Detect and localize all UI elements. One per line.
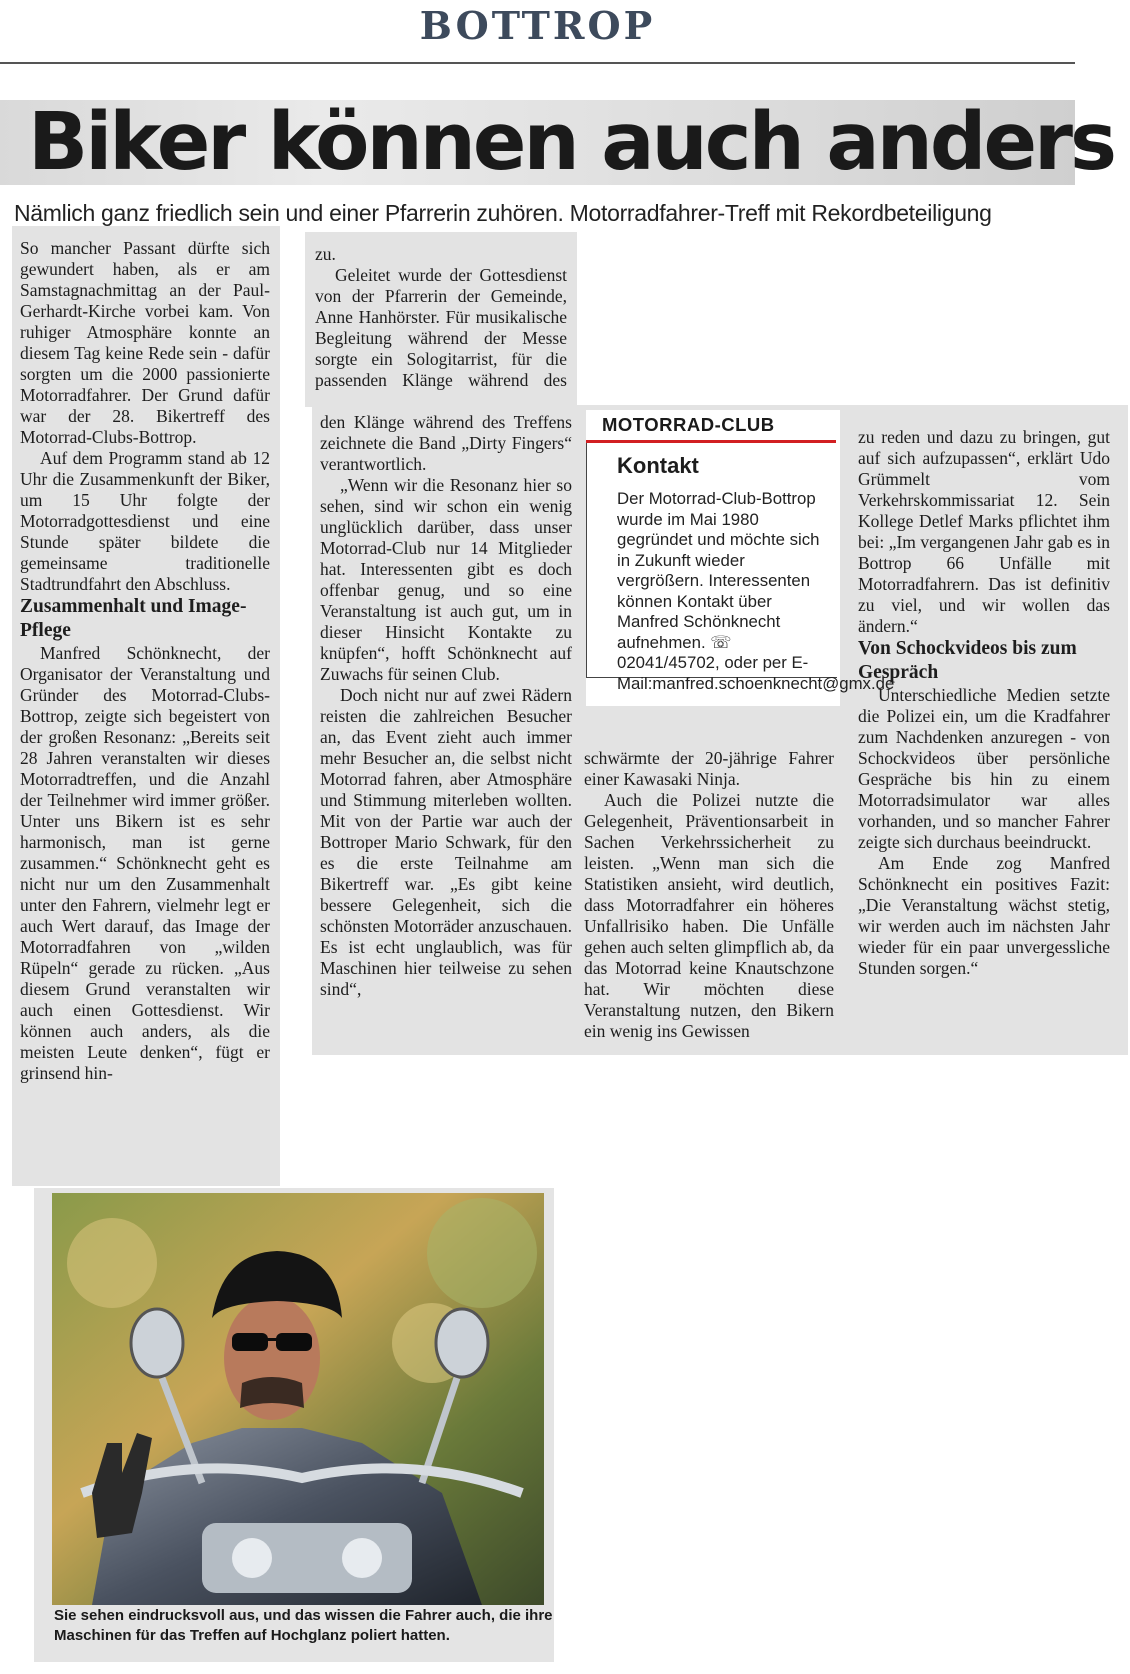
- contact-infobox: [586, 410, 895, 706]
- paragraph-intro: So mancher Passant dürfte sich gewundert haben, als er am Samstagnachmittag an der Paul-Gerhardt-Kirche vorbei kam. Von ruhiger Atmosphäre konnte an diesem Tag keine Rede sein - dafür sorgten um die 2000 passionierte Motorradfahrer. Der Grund dafür war der 28. Bikertreff des Motorrad-Clubs-Bottrop.: [20, 238, 270, 447]
- article-column-4: [858, 427, 1110, 979]
- article-column-2: [320, 412, 572, 1000]
- subheading-schockvideos: Von Schockvideos bis zum Gespräch: [858, 638, 1077, 683]
- biker-photo: [52, 1193, 544, 1605]
- paragraph-continuation: zu.: [315, 244, 336, 264]
- subheadline: Nämlich ganz friedlich sein und einer Pfarrerin zuhören. Motorradfahrer-Treff mit Rekordbeteiligung: [14, 200, 992, 226]
- article-column-1: [20, 238, 270, 1084]
- infobox-kicker: MOTORRAD-CLUB: [602, 414, 775, 435]
- infobox-text: Der Motorrad-Club-Bottrop wurde im Mai 1980 gegründet und möchte sich in Zukunft wieder vergrößern. Interessenten können Kontakt über Manfred Schönknecht aufnehmen. ☏ 02041/45702, oder per E-Mail:manfred.schoenknecht@gmx.de: [617, 489, 895, 693]
- paragraph-schoenknecht: Manfred Schönknecht, der Organisator der Veranstaltung und Gründer des Motorrad-Clubs-Bottrop, zeigte sich begeistert von der großen Resonanz: „Bereits seit 28 Jahren veranstalten wir dieses Motorradtreffen, und die Anzahl der Teilnehmer wird immer größer. Unter uns Bikern ist es sehr harmonisch, man ist gerne zusammen.“ Schönknecht geht es nicht nur um den Zusammenhalt unter den Fahrern, vielmehr legt er auch Wert darauf, das Image der Motorradfahren von „wilden Rüpeln“ gerade zu rücken. „Aus diesem Grund veranstalten wir auch einen Gottesdienst. Wir können auch anders, als die meisten Leute denken“, fügt er grinsend hin-: [20, 643, 270, 1083]
- photo-caption: Sie sehen eindrucksvoll aus, und das wissen die Fahrer auch, die ihre Maschinen für das Treffen auf Hochglanz poliert hatten.: [54, 1607, 553, 1644]
- paragraph-gewissen: zu reden und dazu zu bringen, gut auf sich aufzupassen“, erklärt Udo Grümmelt vom Verkehrskommissariat 12. Sein Kollege Detlef Marks pflichtet ihm bei: „Im vergangenen Jahr gab es in Bottrop 66 Unfälle mit Motorradfahrern. Das ist definitiv zu viel, und wir wollen das ändern.“: [858, 427, 1110, 636]
- paragraph-polizei: Auch die Polizei nutzte die Gelegenheit, Präventionsarbeit in Sachen Verkehrssicherheit zu leisten. „Wenn man sich die Statistiken ansieht, wird deutlich, dass Motorradfahrer ein höheres Unfallrisiko haben. Die Unfälle gehen auch selten glimpflich ab, da das Motorrad keine Knautschzone hat. Wir möchten diese Veranstaltung nutzen, den Bikern ein wenig ins Gewissen: [584, 790, 834, 1041]
- paragraph-besucher: Doch nicht nur auf zwei Rädern reisten die zahlreichen Besucher an, das Event zieht auch immer mehr Besucher an, die selbst nicht Motorrad fahren, aber Atmosphäre und Stimmung miterleben wollten. Mit von der Partie war auch der Bottroper Mario Schwark, für den es die erste Teilnahme am Bikertreff war. „Es gibt keine bessere Gelegenheit, sich die schönsten Motorräder anzuschauen. Es ist echt unglaublich, was für Maschinen hier teilweise zu sehen sind“,: [320, 685, 572, 999]
- subheading-zusammenhalt: Zusammenhalt und Image-Pflege: [20, 596, 247, 641]
- infobox-frame: [586, 443, 895, 693]
- paragraph-resonanz: „Wenn wir die Resonanz hier so sehen, sind wir schon ein wenig unglücklich darüber, dass unser Motorrad-Club nur 14 Mitglieder hat. Interessenten gibt es doch offenbar genug, und so eine Veranstaltung ist auch gut, um in dieser Hinsicht Kontakte zu knüpfen“, hofft Schönknecht auf Zuwachs für seinen Club.: [320, 475, 572, 684]
- paragraph-medien: Unterschiedliche Medien setzte die Polizei ein, um die Kradfahrer zum Nachdenken anzuregen - von Schockvideos über persönliche Gespräche bis hin zu einem Motorradsimulator war alles vorhanden, und so mancher Fahrer zeigte sich durchaus beeindruckt.: [858, 685, 1110, 852]
- paragraph-gottesdienst: Geleitet wurde der Gottesdienst von der Pfarrerin der Gemeinde, Anne Hanhörster. Für musikalische Begleitung während der Messe sorgte ein Sologitarrist, für die passenden Klänge während des: [315, 265, 567, 390]
- paragraph-fazit: Am Ende zog Manfred Schönknecht ein positives Fazit: „Die Veranstaltung wächst stetig, wir werden auch im nächsten Jahr wieder für ein paar unvergessliche Stunden sorgen.“: [858, 853, 1110, 978]
- infobox-title: Kontakt: [617, 453, 699, 478]
- article-column-2-top: [315, 244, 567, 391]
- section-label: BOTTROP: [419, 3, 656, 48]
- section-divider: [0, 62, 1075, 64]
- article-column-3: [584, 748, 834, 1042]
- paragraph-band: den Klänge während des Treffens zeichnete die Band „Dirty Fingers“ verantwortlich.: [320, 412, 572, 474]
- photo-block: [34, 1188, 554, 1662]
- headline: Biker können auch anders: [28, 96, 1115, 188]
- paragraph-kawasaki: schwärmte der 20-jährige Fahrer einer Kawasaki Ninja.: [584, 748, 834, 789]
- paragraph-program: Auf dem Programm stand ab 12 Uhr die Zusammenkunft der Biker, um 15 Uhr folgte der Motorradgottesdienst und eine Stunde später bildete die gemeinsame traditionelle Stadtrundfahrt den Abschluss.: [20, 448, 270, 594]
